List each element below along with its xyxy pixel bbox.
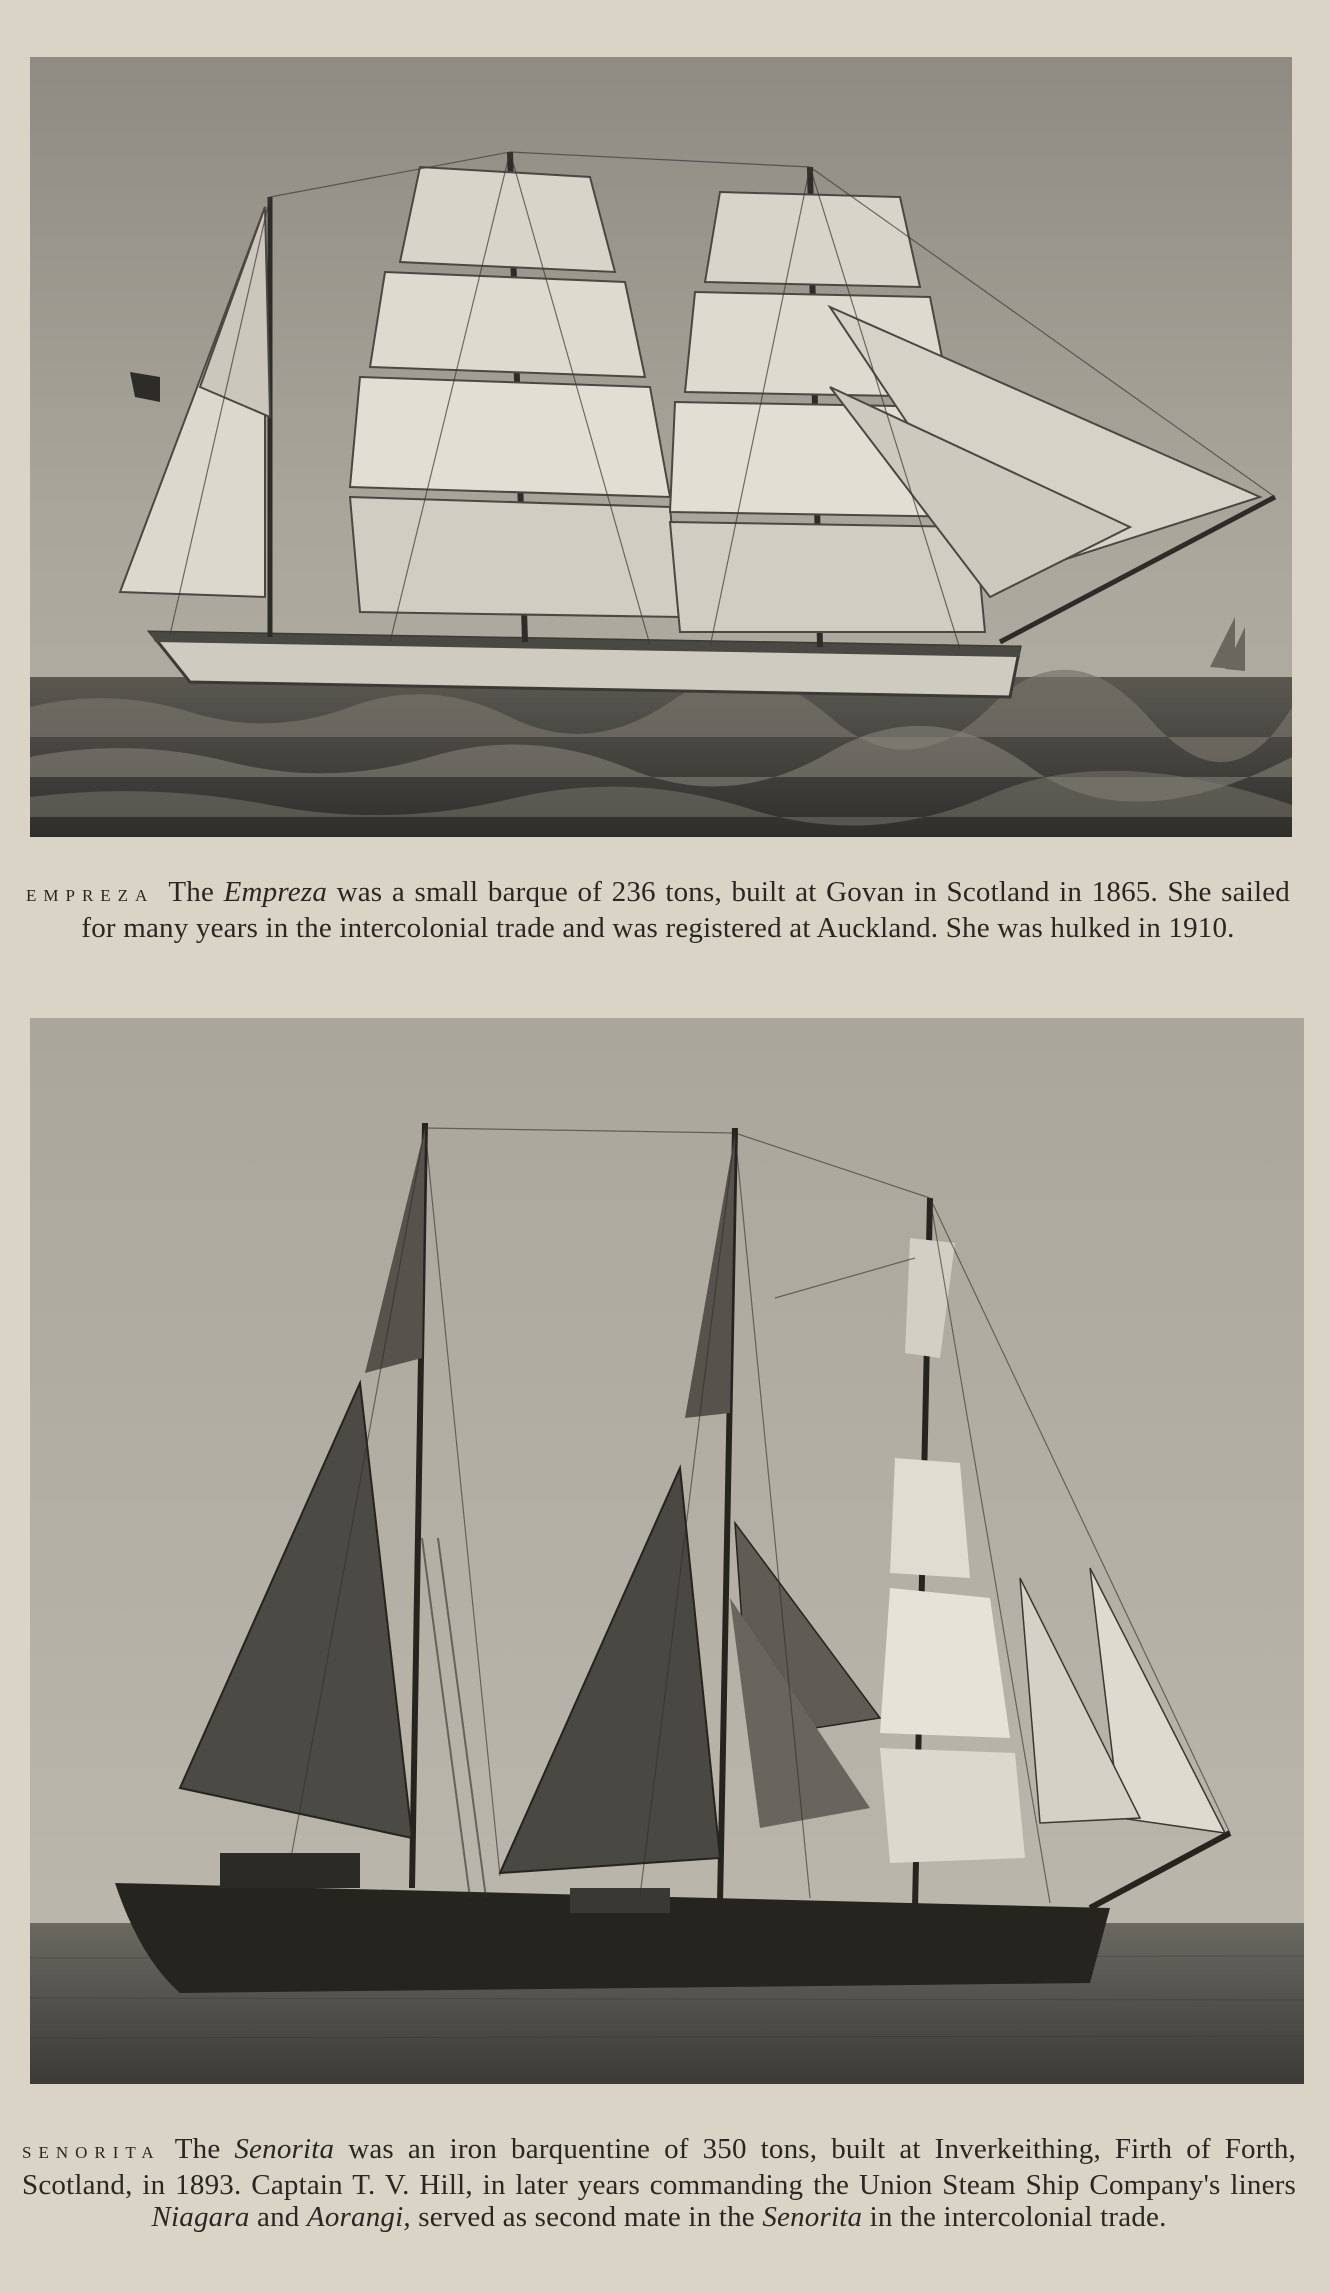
caption-text: and bbox=[249, 2201, 307, 2233]
caption-text: was a small barque of 236 tons, built at Govan in Scotland in 1865. She sailed for many years in the intercolonial trade and was registered at Auckland. She was hulked in 1910. bbox=[81, 876, 1290, 944]
senorita-name-label: SENORITA bbox=[22, 2143, 161, 2162]
ship-name-italic: Senorita bbox=[762, 2201, 863, 2233]
empreza-name-label: EMPREZA bbox=[26, 886, 155, 905]
ship-name-italic: Senorita bbox=[234, 2133, 335, 2165]
senorita-caption bbox=[22, 2133, 1296, 2233]
ship-name-italic: Empreza bbox=[223, 876, 328, 908]
empreza-caption bbox=[26, 876, 1290, 944]
caption-text: The bbox=[168, 876, 224, 908]
caption-text: served as second mate in the bbox=[410, 2201, 763, 2233]
empreza-plate-image bbox=[30, 57, 1292, 837]
liner-name-italic: Aorangi, bbox=[306, 2201, 411, 2233]
liner-name-italic: Niagara bbox=[151, 2201, 250, 2233]
caption-text: in the intercolonial trade. bbox=[862, 2201, 1167, 2233]
senorita-ship-photograph bbox=[30, 1018, 1304, 2084]
caption-text: The bbox=[174, 2133, 235, 2165]
senorita-plate-image bbox=[30, 1018, 1304, 2084]
empreza-ship-illustration bbox=[30, 57, 1292, 837]
caption-text: was an iron barquentine of 350 tons, built at Inverkeithing, Firth of Forth, Scotland, in 1893. Captain T. V. Hill, in later years commanding the Union Steam Ship Company's liners bbox=[22, 2133, 1297, 2201]
